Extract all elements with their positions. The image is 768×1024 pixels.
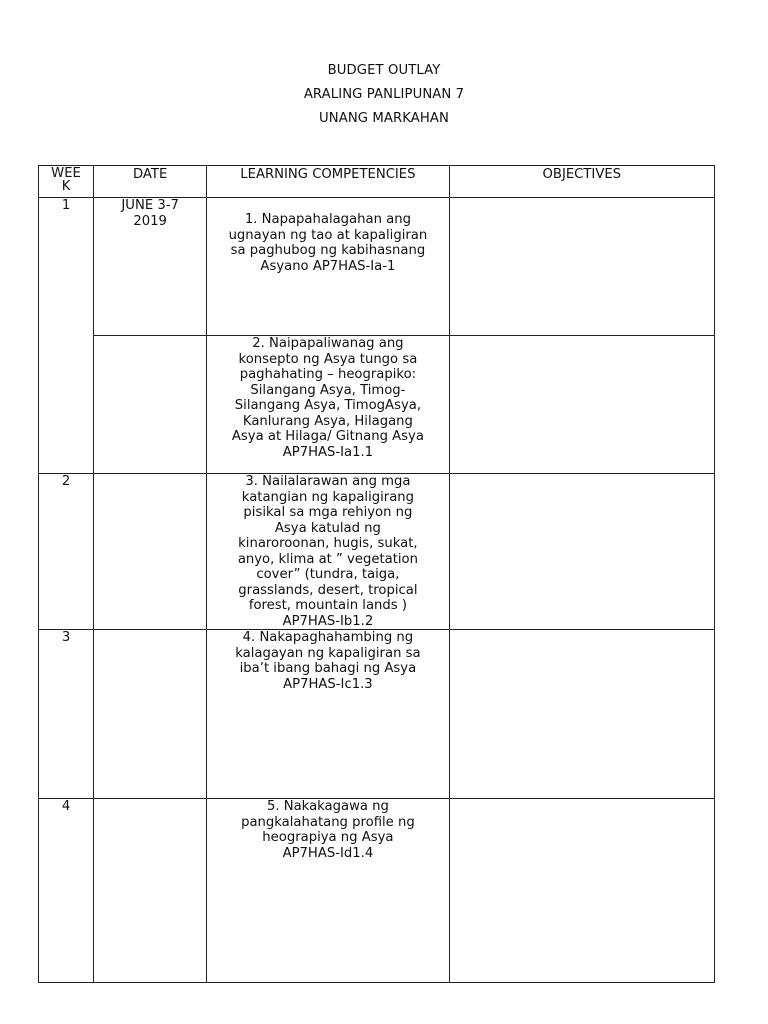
table-row <box>39 474 715 630</box>
competency-text: 3. Nailalarawan ang mga katangian ng kapaligirang pisikal sa mga rehiyon ng Asya katulad ng kinaroroonan, hugis, sukat, anyo, klima at ” vegetation cover” (tundra, taiga, grasslands, desert, tropical forest, mountain lands ) AP7HAS-Ib1.2 <box>237 474 418 629</box>
competency-text: 5. Nakakagawa ng pangkalahatang profile ng heograpiya ng Asya AP7HAS-Id1.4 <box>241 799 415 861</box>
header-date <box>94 166 207 198</box>
competency-cell <box>207 799 449 983</box>
date-cell <box>94 630 207 799</box>
budget-outlay-table <box>38 165 715 983</box>
date-cell <box>94 336 207 474</box>
week-number: 1 <box>61 198 71 213</box>
document-title: BUDGET OUTLAY <box>327 63 441 78</box>
week-cell <box>39 630 94 799</box>
competency-text: 2. Naipapaliwanag ang konsepto ng Asya tungo sa paghahating – heograpiko: Silangang Asya, Timog- Silangang Asya, TimogAsya, Kanlurang Asya, Hilagang Asya at Hilaga/ Gitnang Asya AP7HAS-Ia1.1 <box>231 336 424 460</box>
header-objectives <box>449 166 714 198</box>
week-number: 4 <box>61 799 71 814</box>
table-row <box>39 336 715 474</box>
competency-cell <box>207 336 449 474</box>
table-row <box>39 198 715 336</box>
week-cell <box>39 198 94 474</box>
objective-cell <box>449 474 714 630</box>
header-objectives-label: OBJECTIVES <box>542 167 622 182</box>
week-number: 2 <box>61 474 71 489</box>
header-date-label: DATE <box>133 167 168 182</box>
competency-text: 4. Nakapaghahambing ng kalagayan ng kapaligiran sa iba’t ibang bahagi ng Asya AP7HAS-Ic1.3 <box>235 630 421 692</box>
document-header <box>0 62 768 134</box>
header-week-label: WEE K <box>51 166 81 194</box>
header-competencies <box>207 166 449 198</box>
competency-cell <box>207 630 449 799</box>
objective-cell <box>449 336 714 474</box>
table-row <box>39 630 715 799</box>
week-number: 3 <box>61 630 71 645</box>
header-competencies-label: LEARNING COMPETENCIES <box>240 167 416 182</box>
objective-cell <box>449 630 714 799</box>
document-quarter: UNANG MARKAHAN <box>318 111 450 126</box>
date-cell <box>94 474 207 630</box>
header-week <box>39 166 94 198</box>
objective-cell <box>449 799 714 983</box>
objective-cell <box>449 198 714 336</box>
week-cell <box>39 474 94 630</box>
date-text: JUNE 3-7 2019 <box>121 198 179 229</box>
competency-cell <box>207 474 449 630</box>
competency-text: 1. Napapahalagahan ang ugnayan ng tao at kapaligiran sa paghubog ng kabihasnang Asyano AP7HAS-Ia-1 <box>228 212 428 274</box>
document-subject: ARALING PANLIPUNAN 7 <box>303 87 465 102</box>
table-header-row <box>39 166 715 198</box>
date-cell <box>94 198 207 336</box>
competency-cell <box>207 198 449 336</box>
table-row <box>39 799 715 983</box>
week-cell <box>39 799 94 983</box>
date-cell <box>94 799 207 983</box>
